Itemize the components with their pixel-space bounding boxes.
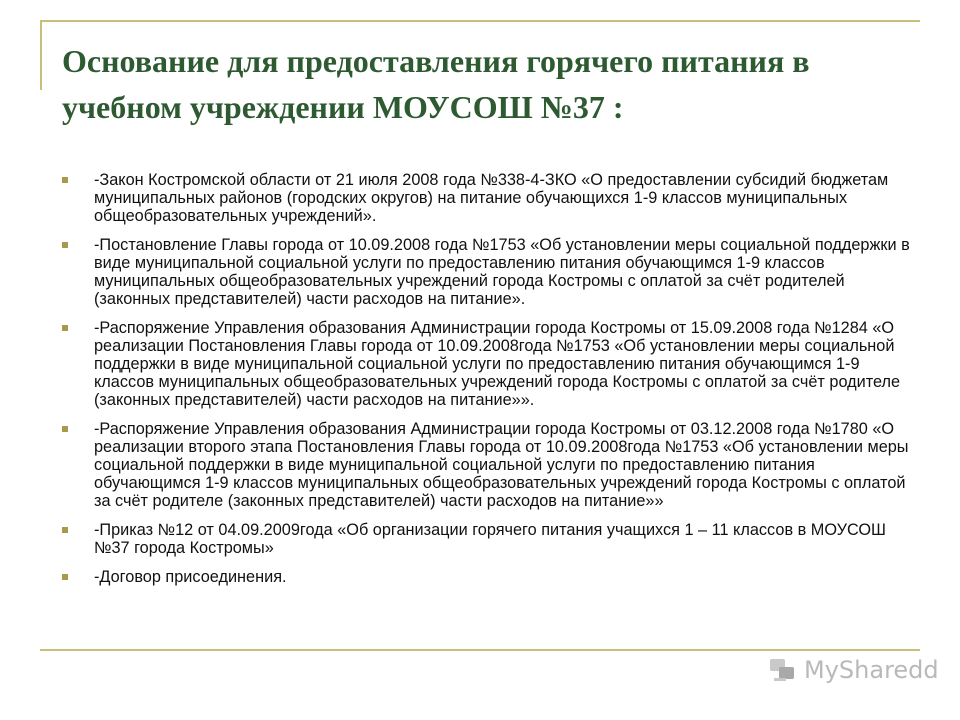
bullet-list (62, 171, 912, 597)
frame-top-line (40, 20, 920, 22)
frame-left-line (40, 20, 42, 90)
square-bullet-icon (62, 426, 68, 432)
bullet-item (62, 236, 912, 308)
bullet-text: -Распоряжение Управления образования Администрации города Костромы от 03.12.2008 года №1780 «О реализации второго этапа Постановления Главы города от 10.09.2008года №1753 «Об установлении меры социальной поддержки в виде муниципальной социальной услуги по предоставлению питания обучающимся 1-9 классов муниципальных общеобразовательных учреждений города Костромы с оплатой за счёт родителе (законных представителей) части расходов на питание»» (94, 420, 909, 510)
watermark-text: MySharedd (804, 656, 939, 684)
bullet-item (62, 568, 912, 586)
slide-title: Основание для предоставления горячего питания в учебном учреждении МОУСОШ №37 : (62, 43, 810, 125)
myshared-watermark (768, 656, 939, 684)
square-bullet-icon (62, 527, 68, 533)
myshared-logo-icon (768, 656, 798, 684)
square-bullet-icon (62, 242, 68, 248)
bullet-item (62, 171, 912, 225)
bullet-text: -Приказ №12 от 04.09.2009года «Об организации горячего питания учащихся 1 – 11 классов в МОУСОШ №37 города Костромы» (94, 521, 886, 557)
bullet-item (62, 420, 912, 510)
bullet-item (62, 521, 912, 557)
bullet-item (62, 319, 912, 409)
bullet-text: -Распоряжение Управления образования Администрации города Костромы от 15.09.2008 года №1284 «О реализации Постановления Главы города от 10.09.2008года №1753 «Об установлении меры социальной поддержки в виде муниципальной социальной услуги по предоставлению питания обучающимся 1-9 классов муниципальных общеобразовательных учреждений города Костромы с оплатой за счёт родителе (законных представителей) части расходов на питание»». (94, 319, 901, 409)
square-bullet-icon (62, 325, 68, 331)
square-bullet-icon (62, 177, 68, 183)
bullet-text: -Договор присоединения. (94, 568, 287, 586)
bullet-text: -Постановление Главы города от 10.09.2008 года №1753 «Об установлении меры социальной поддержки в виде муниципальной социальной услуги по предоставлению питания обучающимся 1-9 классов муниципальных общеобразовательных учреждений города Костромы с оплатой за счёт родителей (законных представителей) части расходов на питание». (94, 236, 910, 308)
square-bullet-icon (62, 574, 68, 580)
frame-bottom-line (40, 649, 920, 651)
bullet-text: -Закон Костромской области от 21 июля 2008 года №338-4-ЗКО «О предоставлении субсидий бюджетам муниципальных районов (городских округов) на питание обучающихся 1-9 классов муниципальных общеобразовательных учреждений». (94, 171, 889, 225)
